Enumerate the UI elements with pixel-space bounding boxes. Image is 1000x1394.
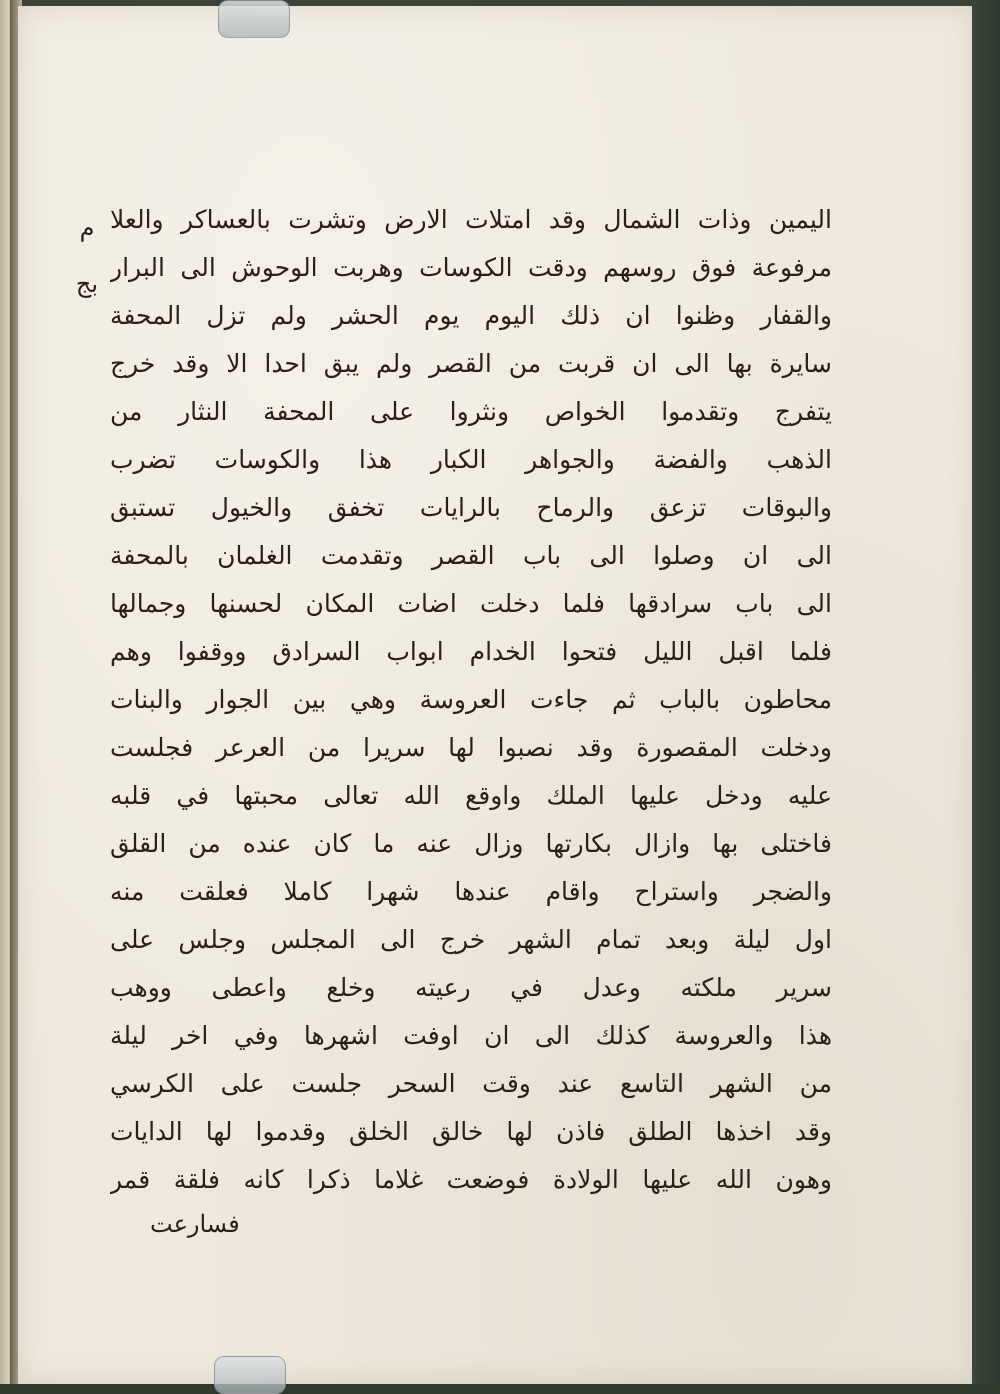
text-line: سرير ملكته وعدل في رعيته وخلع واعطى ووهب [110,973,832,1002]
text-line: هذا والعروسة كذلك الى ان اوفت اشهرها وفي اخر ليلة [110,1021,832,1050]
folio-mark: م [79,214,95,242]
text-line: ودخلت المقصورة وقد نصبوا لها سريرا من العرعر فجلست [110,733,832,762]
text-line: فاختلى بها وازال بكارتها وزال عنه ما كان عنده من القلق [110,829,832,858]
text-line: سايرة بها الى ان قربت من القصر ولم يبق احدا الا وقد خرج [110,349,832,378]
text-line: وهون الله عليها الولادة فوضعت غلاما ذكرا كانه فلقة قمر [110,1165,832,1194]
manuscript-text-block [110,196,832,1204]
text-line: والقفار وظنوا ان ذلك اليوم يوم الحشر ولم تزل المحفة [110,301,832,330]
text-line: اول ليلة وبعد تمام الشهر خرج الى المجلس وجلس على [110,925,832,954]
catchword: فسارعت [150,1210,240,1238]
folio-marks [70,200,104,312]
binding-clip-bottom [214,1356,286,1394]
text-line: الى باب سرادقها فلما دخلت اضات المكان لحسنها وجمالها [110,589,832,618]
text-line: محاطون بالباب ثم جاءت العروسة وهي بين الجوار والبنات [110,685,832,714]
text-line: عليه ودخل عليها الملك واوقع الله تعالى محبتها في قلبه [110,781,832,810]
page-edge-background [972,0,1000,1384]
folio-mark: بج [75,270,99,298]
binding-clip-top [218,0,290,38]
text-line: مرفوعة فوق روسهم ودقت الكوسات وهربت الوحوش الى البرار [110,253,832,282]
text-line: الذهب والفضة والجواهر الكبار هذا والكوسات تضرب [110,445,832,474]
text-line: يتفرج وتقدموا الخواص ونثروا على المحفة النثار من [110,397,832,426]
text-line: اليمين وذات الشمال وقد امتلات الارض وتشرت بالعساكر والعلا [110,205,832,234]
text-line: والبوقات تزعق والرماح بالرايات تخفق والخيول تستبق [110,493,832,522]
text-line: والضجر واستراح واقام عندها شهرا كاملا فعلقت منه [110,877,832,906]
text-line: فلما اقبل الليل فتحوا الخدام ابواب السرادق ووقفوا وهم [110,637,832,666]
text-line: الى ان وصلوا الى باب القصر وتقدمت الغلمان بالمحفة [110,541,832,570]
text-line: وقد اخذها الطلق فاذن لها خالق الخلق وقدموا لها الدايات [110,1117,832,1146]
text-line: من الشهر التاسع عند وقت السحر جلست على الكرسي [110,1069,832,1098]
